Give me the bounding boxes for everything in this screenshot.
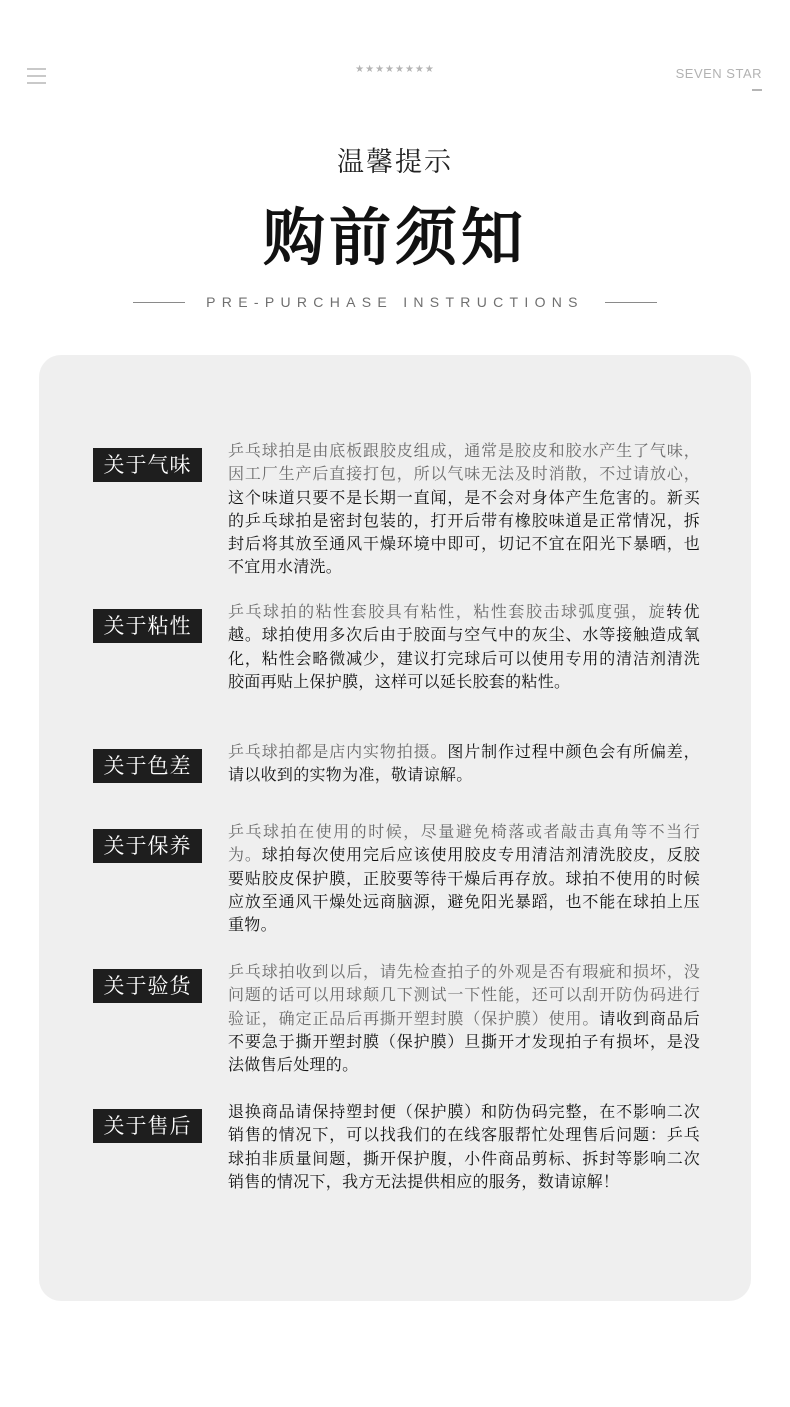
section-tag: 关于保养 — [93, 829, 202, 863]
section-tag: 关于售后 — [93, 1109, 202, 1143]
section-text-light: 乒乓球拍都是店内实物拍摄。 — [228, 742, 448, 761]
rating-stars: ★★★★★★★★ — [355, 64, 435, 75]
caption-rule-right — [605, 302, 657, 303]
section-tag: 关于色差 — [93, 749, 202, 783]
section-text-light: 乒乓球拍的粘性套胶具有粘性，粘性套胶击球弧度强，旋 — [228, 602, 667, 621]
section-text-dark: 退换商品请保持塑封便（保护膜）和防伪码完整，在不影响二次销售的情况下，可以找我们的在线客服帮忙处理售后问题：乒乓球拍非质量间题，撕开保护腹，小件商品剪标、拆封等影响二次销售的情况下，我方无法提供相应的服务，数请谅解！ — [228, 1102, 700, 1191]
section-text-light: 乒乓球拍在使用的时候，尽量避免椅落或者敲击真角等不当行为。 — [228, 822, 700, 865]
brand-name: SEVEN STAR — [675, 66, 762, 81]
section-text — [228, 960, 700, 1076]
brand-underline — [752, 89, 762, 91]
section-text-dark: 图片制作过程中颜色会有所偏差，请以收到的实物为准，敬请谅解。 — [228, 742, 700, 785]
section-text-dark: 请收到商品后不要急于撕开塑封膜（保护膜）旦撕开才发现拍子有损坏，是没法做售后处理的。 — [228, 1008, 700, 1075]
section-text — [228, 600, 700, 693]
section-text — [228, 740, 700, 787]
section-text-dark: 转优越。球拍使用多次后由于胶面与空气中的灰尘、水等接触造成氧化，粘性会略微减少，建议打完球后可以使用专用的清洁剂清洗胶面再贴上保护膜，这样可以延长胶套的粘性。 — [228, 602, 700, 691]
section-text-dark: 球拍每次使用完后应该使用胶皮专用清洁剂清洗胶皮，反胶要贴胶皮保护膜，正胶要等待干燥后再存放。球拍不使用的时候应放至通风干燥处远商脑源，避免阳光暴蹈，也不能在球拍上压重物。 — [228, 845, 700, 935]
section-text — [228, 1100, 700, 1193]
section-text-light: 乒乓球拍收到以后，请先检查拍子的外观是否有瑕疵和损坏，没问题的话可以用球颠几下测试一下性能，还可以刮开防伪码进行验证，确定正品后再撕开塑封膜（保护膜）使用。 — [228, 962, 700, 1028]
caption-rule-left — [133, 302, 185, 303]
section-text — [228, 820, 700, 936]
section-text — [228, 439, 700, 579]
english-caption-text: PRE-PURCHASE INSTRUCTIONS — [206, 294, 584, 310]
section-tag: 关于验货 — [93, 969, 202, 1003]
section-tag: 关于粘性 — [93, 609, 202, 643]
english-caption — [133, 292, 657, 312]
section-text-dark: 这个味道只要不是长期一直闻，是不会对身体产生危害的。新买的乒乓球拍是密封包装的，打开后带有橡胶味道是正常情况，拆封后将其放至通风干燥环境中即可，切记不宜在阳光下暴晒，也不宜用水清洗。 — [228, 487, 700, 577]
page-subtitle: 温馨提示 — [337, 147, 453, 178]
section-tag: 关于气味 — [93, 448, 202, 482]
section-text-light: 乒乓球拍是由底板跟胶皮组成，通常是胶皮和胶水产生了气味，因工厂生产后直接打包，所以气味无法及时消散，不过请放心， — [228, 441, 700, 484]
page-title: 购前须知 — [262, 201, 527, 274]
